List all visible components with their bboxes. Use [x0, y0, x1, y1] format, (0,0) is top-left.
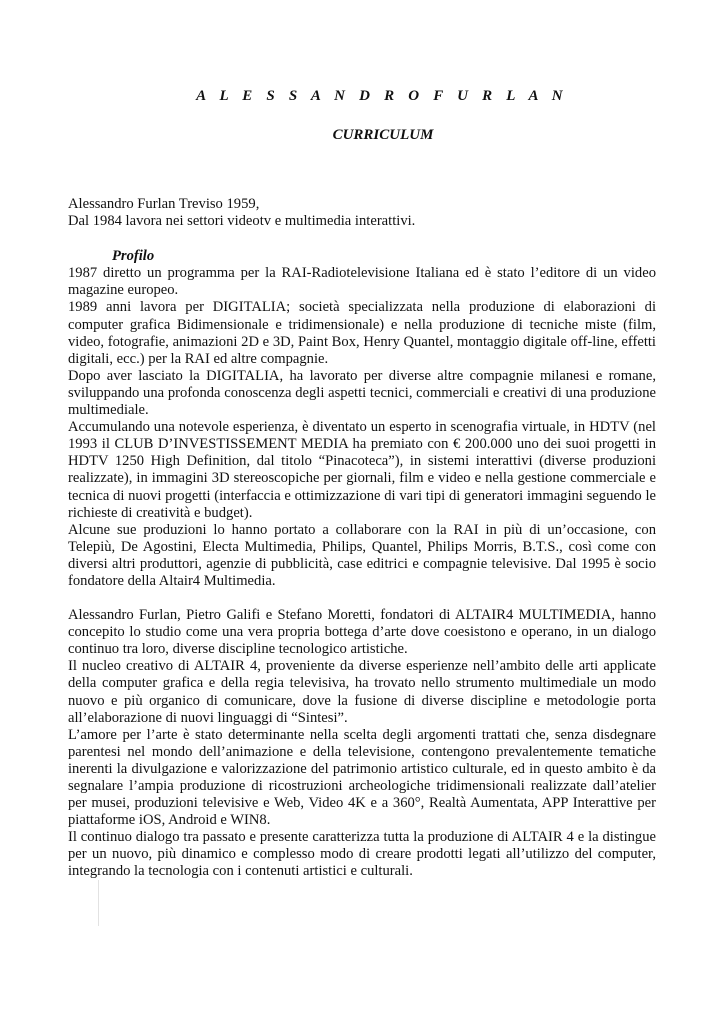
altair-paragraph: Il continuo dialogo tra passato e presente caratterizza tutta la produzione di ALTAIR 4 e la distingue per un nuovo, più dinamico e complesso modo di creare prodotti legati all’utilizzo del computer, integrando la tecnologia con i contenuti artistici e culturali.	[68, 829, 656, 880]
altair-paragraph: Alessandro Furlan, Pietro Galifi e Stefano Moretti, fondatori di ALTAIR4 MULTIMEDIA, hanno concepito lo studio come una vera propria bottega d’arte dove coesistono e operano, in un dialogo continuo tra loro, diverse discipline tecnologico artistiche.	[68, 607, 656, 658]
author-name-heading: A L E S S A N D R O F U R L A N	[196, 88, 568, 104]
intro-line: Dal 1984 lavora nei settori videotv e multimedia interattivi.	[68, 213, 416, 230]
paragraph-spacer	[68, 590, 656, 607]
profile-paragraph: Dopo aver lasciato la DIGITALIA, ha lavorato per diverse altre compagnie milanesi e romane, sviluppando una profonda conoscenza degli aspetti tecnici, commerciali e creativi di una produzione multimediale.	[68, 367, 656, 419]
profile-paragraph: 1989 anni lavora per DIGITALIA; società specializzata nella produzione di elaborazioni di computer grafica Bidimensionale e tridimensionale) e nella produzione di tecniche miste (film, video, fotografie, animazioni 2D e 3D, Paint Box, Henry Quantel, montaggio digitale off-line, effetti digitali, ecc.) per la RAI ed altre compagnie.	[68, 299, 656, 367]
document-body	[68, 196, 656, 881]
altair-paragraph: Il nucleo creativo di ALTAIR 4, proveniente da diverse esperienze nell’ambito delle arti applicate della computer grafica e della regia televisiva, ha trovato nello strumento multimediale un modo nuovo e più organico di comunicare, dove la fusione di diverse discipline e metodologie porta all’elaborazione di nuovi linguaggi di “Sintesi”.	[68, 658, 656, 726]
profile-paragraph: 1987 diretto un programma per la RAI-Radiotelevisione Italiana ed è stato l’editore di un video magazine europeo.	[68, 265, 656, 299]
section-heading-profilo: Profilo	[112, 248, 155, 265]
profile-paragraph: Alcune sue produzioni lo hanno portato a collaborare con la RAI in più di un’occasione, con Telepiù, De Agostini, Electa Multimedia, Philips, Quantel, Philips Morris, B.T.S., così come con diversi altri produttori, agenzie di pubblicità, case editrici e compagnie televisive. Dal 1995 è socio fondatore della Altair4 Multimedia.	[68, 521, 656, 589]
intro-line: Alessandro Furlan Treviso 1959,	[68, 196, 260, 212]
profile-paragraph: Accumulando una notevole esperienza, è diventato un esperto in scenografia virtuale, in HDTV (nel 1993 il CLUB D’INVESTISSEMENT MEDIA ha premiato con € 200.000 uno dei suoi progetti in HDTV 1250 High Definition, dal titolo “Pinacoteca”), in sistemi interattivi (diverse produzioni realizzate), in immagini 3D stereoscopiche per giornali, film e video e nella gestione commerciale e tecnica di nuovi progetti (interfaccia e ottimizzazione di vari tipi di generatori immagini seguendo le richieste di creatività e budget).	[68, 419, 656, 521]
altair-paragraph: L’amore per l’arte è stato determinante nella scelta degli argomenti trattati che, senza disdegnare parentesi nel mondo dell’animazione e della televisione, contengono prevalentemente tematiche inerenti la divulgazione e valorizzazione del patrimonio artistico culturale, ed in questo ambito è da segnalare l’ampia produzione di ricostruzioni archeologiche tridimensionali realizzate dall’atelier per musei, produzioni televisive e Web, Video 4K e a 360°, Realtà Aumentata, APP Interattive per piattaforme iOS, Android e WIN8.	[68, 726, 656, 829]
document-title: CURRICULUM	[332, 127, 434, 143]
margin-rule	[98, 880, 99, 926]
